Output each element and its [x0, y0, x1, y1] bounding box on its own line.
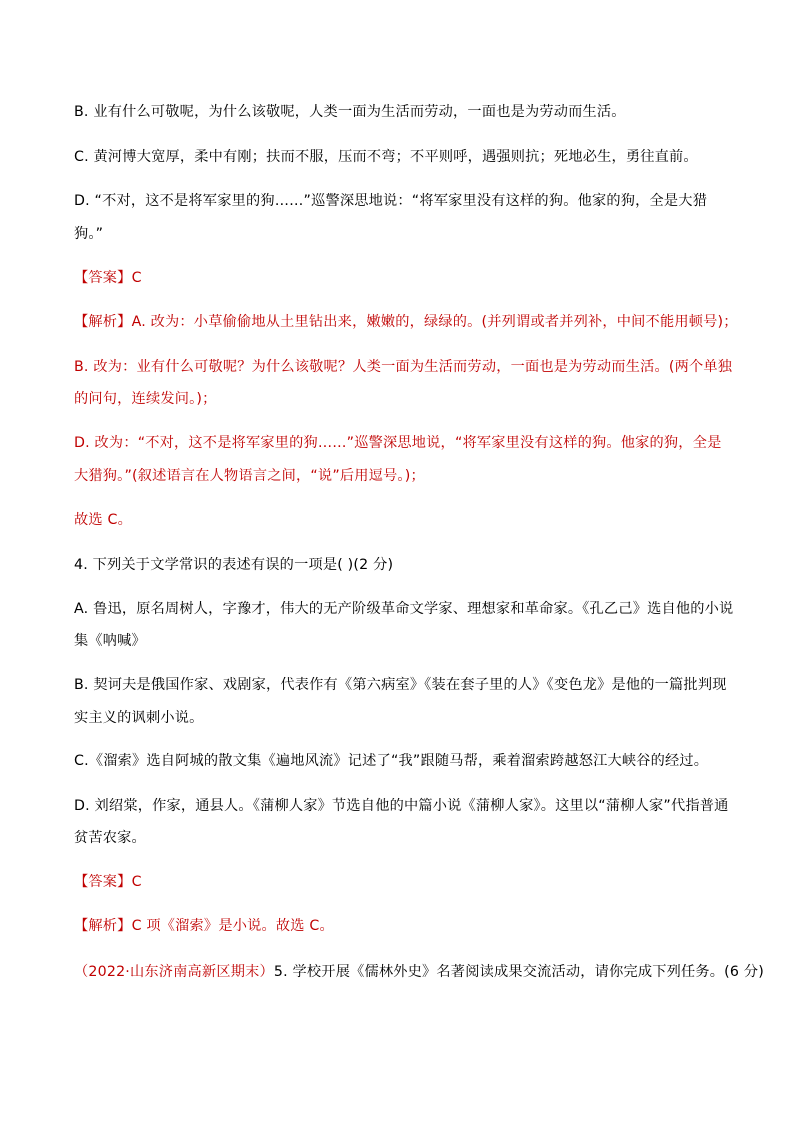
q5-stem: 5. 学校开展《儒林外史》名著阅读成果交流活动，请你完成下列任务。(6 分): [273, 964, 764, 980]
q4-option-b-line2: 实主义的讽刺小说。: [74, 710, 204, 726]
q4-option-b-line1: B. 契诃夫是俄国作家、戏剧家，代表作有《第六病室》《装在套子里的人》《变色龙》是他的一篇批判现: [74, 677, 727, 693]
q3-analysis-b-line2: 的问句，连续发问。)；: [74, 391, 217, 407]
q3-option-c: C. 黄河博大宽厚，柔中有刚；扶而不服，压而不弯；不平则呼，遇强则抗；死地必生，勇往直前。: [74, 149, 698, 165]
q5-source: （2022·山东济南高新区期末）: [74, 964, 274, 980]
answer-value: C: [131, 270, 142, 286]
analysis-a-text: A. 改为：小草偷偷地从土里钻出来，嫩嫩的，绿绿的。(并列谓或者并列补，中间不能用顿号)；: [131, 314, 738, 330]
answer-tag: 【答案】: [74, 874, 132, 890]
answer-tag: 【答案】: [74, 270, 132, 286]
q4-option-d-line1: D. 刘绍棠，作家，通县人。《蒲柳人家》节选自他的中篇小说《蒲柳人家》。这里以“蒲柳人家”代指普通: [74, 798, 729, 814]
q4-analysis: [74, 917, 334, 935]
q3-option-d-line1: D. “不对，这不是将军家里的狗……”巡警深思地说：“将军家里没有这样的狗。他家的狗，全是大猎: [74, 193, 708, 209]
q3-analysis-d-line1: D. 改为：“不对，这不是将军家里的狗……”巡警深思地说，“将军家里没有这样的狗。他家的狗，全是: [74, 435, 722, 451]
analysis-tag: 【解析】: [74, 314, 132, 330]
q4-option-a-line1: A. 鲁迅，原名周树人，字豫才，伟大的无产阶级革命文学家、理想家和革命家。《孔乙己》选自他的小说: [74, 601, 734, 617]
q5-heading: [74, 963, 764, 981]
q4-option-d-line2: 贫苦农家。: [74, 830, 146, 846]
q4-answer: [74, 873, 142, 891]
analysis-tag: 【解析】: [74, 918, 132, 934]
q3-analysis-a: [74, 313, 738, 331]
q4-option-a-line2: 集《呐喊》: [74, 633, 146, 649]
analysis-text: C 项《溜索》是小说。故选 C。: [131, 918, 334, 934]
q4-stem: 4. 下列关于文学常识的表述有误的一项是( )(2 分): [74, 557, 394, 573]
q3-analysis-d-line2: 大猎狗。”(叙述语言在人物语言之间，“说”后用逗号。)；: [74, 468, 425, 484]
q4-option-c: C.《溜索》选自阿城的散文集《遍地风流》记述了“我”跟随马帮，乘着溜索跨越怒江大峡谷的经过。: [74, 753, 709, 769]
q3-analysis-b-line1: B. 改为：业有什么可敬呢？为什么该敬呢？人类一面为生活而劳动，一面也是为劳动而生活。(两个单独: [74, 359, 733, 375]
q3-option-d-line2: 狗。”: [74, 226, 104, 242]
q3-answer: [74, 269, 142, 287]
q3-conclusion: 故选 C。: [74, 512, 132, 528]
answer-value: C: [131, 874, 142, 890]
q3-option-b: B. 业有什么可敬呢，为什么该敬呢，人类一面为生活而劳动，一面也是为劳动而生活。: [74, 104, 626, 120]
